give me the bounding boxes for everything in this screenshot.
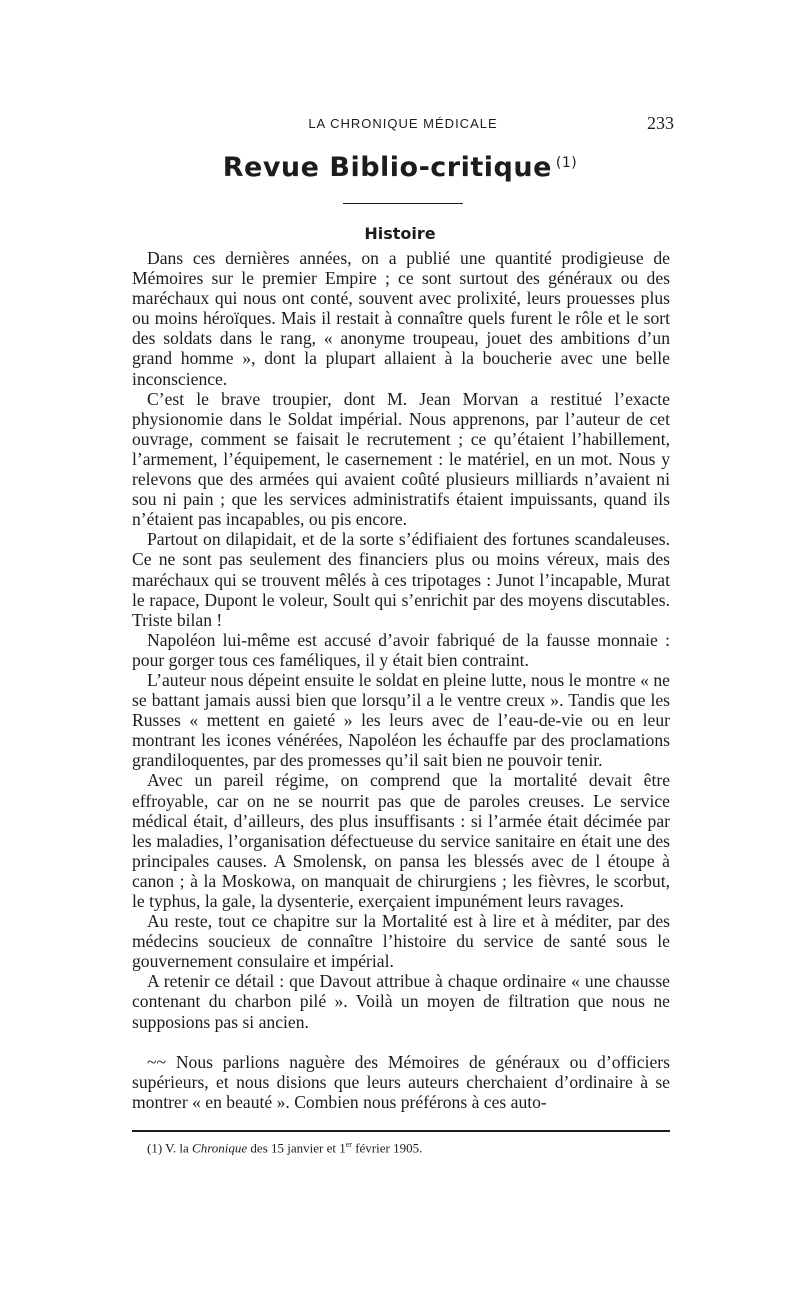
page-number: 233 xyxy=(647,113,674,133)
footnote-date: février 1905. xyxy=(355,1140,423,1156)
paragraph: Napoléon lui-même est accusé d’avoir fabriqué de la fausse monnaie : pour gorger tous ces faméliques, il y était bien contraint. xyxy=(132,629,670,670)
footnote-divider xyxy=(132,1130,670,1132)
paragraph: Dans ces dernières années, on a publié une quantité prodigieuse de Mémoires sur le premier Empire ; ce sont surtout des généraux ou des maréchaux qui nous ont conté, souvent avec prolixité, leurs prouesses plus ou moins héroïques. Mais il restait à connaître quels furent le rôle et le sort des soldats dans le rang, « anonyme troupeau, jouet des ambitions d’un grand homme », dont la plupart allaient à la boucherie avec une belle inconscience. xyxy=(132,248,670,389)
article-title xyxy=(0,152,800,183)
footnote-reference: (1) xyxy=(555,155,578,171)
footnote-marker: (1) V. la xyxy=(147,1140,189,1156)
footnote-superscript: er xyxy=(345,1140,352,1149)
paragraph: Partout on dilapidait, et de la sorte s’édifiaient des fortunes scandaleuses. Ce ne sont pas seulement des financiers plus ou moins véreux, mais des maréchaux qui se trouvent mêlés à ces tripotages : Junot l’incapable, Murat le rapace, Dupont le voleur, Soult qui s’enrichit par des moyens discutables. Triste bilan ! xyxy=(132,529,670,630)
paragraph: C’est le brave troupier, dont M. Jean Morvan a restitué l’exacte physionomie dans le Soldat impérial. Nous apprenons, par l’auteur de cet ouvrage, comment se faisait le recrutement ; ce qu’étaient l’habillement, l’armement, l’équipement, le casernement : le matériel, en un mot. Nous y relevons que des armées qui avaient coûté plusieurs milliards n’avaient ni sou ni pain ; que les services administratifs étaient impuissants, quand ils n’étaient pas incapables, ou pis encore. xyxy=(132,388,670,530)
title-divider xyxy=(343,203,463,204)
paragraph: A retenir ce détail : que Davout attribue à chaque ordinaire « une chausse contenant du charbon pilé ». Voilà un moyen de filtration que nous ne supposions pas si ancien. xyxy=(132,971,670,1032)
article-body xyxy=(132,248,670,1112)
footnote xyxy=(147,1140,422,1156)
section-heading: Histoire xyxy=(364,224,436,243)
paragraph: Au reste, tout ce chapitre sur la Mortalité est à lire et à méditer, par des médecins soucieux de connaître l’histoire du service de santé sous le gouvernement consulaire et impérial. xyxy=(132,911,670,972)
footnote-journal: Chronique xyxy=(192,1140,248,1156)
running-title: LA CHRONIQUE MÉDICALE xyxy=(308,116,498,131)
paragraph: L’auteur nous dépeint ensuite le soldat en pleine lutte, nous le montre « ne se battant jamais aussi bien que lorsqu’il a le ventre creux ». Tandis que les Russes « mettent en gaieté » les leurs avec de l’eau-de-vie ou en leur montrant les icones vénérées, Napoléon les échauffe par des proclamations grandiloquentes, par des promesses qu’il sait bien ne pouvoir tenir. xyxy=(132,669,670,771)
paragraph: Avec un pareil régime, on comprend que la mortalité devait être effroyable, car on ne se nourrit pas que de paroles creuses. Le service médical était, d’ailleurs, des plus insuffisants : si l’armée était décimée par les maladies, l’organisation défectueuse du service sanitaire en était une des principales causes. A Smolensk, on pansa les blessés avec de l étoupe à canon ; à la Moskowa, on manquait de chirurgiens ; les fièvres, le scorbut, le typhus, la gale, la dysenterie, exerçaient impunément leurs ravages. xyxy=(132,770,670,911)
footnote-text: des 15 janvier et 1 xyxy=(250,1140,346,1156)
article-title-text: Revue Biblio-critique xyxy=(222,152,552,183)
paragraph: ~~ Nous parlions naguère des Mémoires de généraux ou d’officiers supérieurs, et nous disions que leurs auteurs cherchaient d’ordinaire à se montrer « en beauté ». Combien nous préférons à ces auto- xyxy=(132,1051,670,1112)
running-head xyxy=(132,113,674,136)
